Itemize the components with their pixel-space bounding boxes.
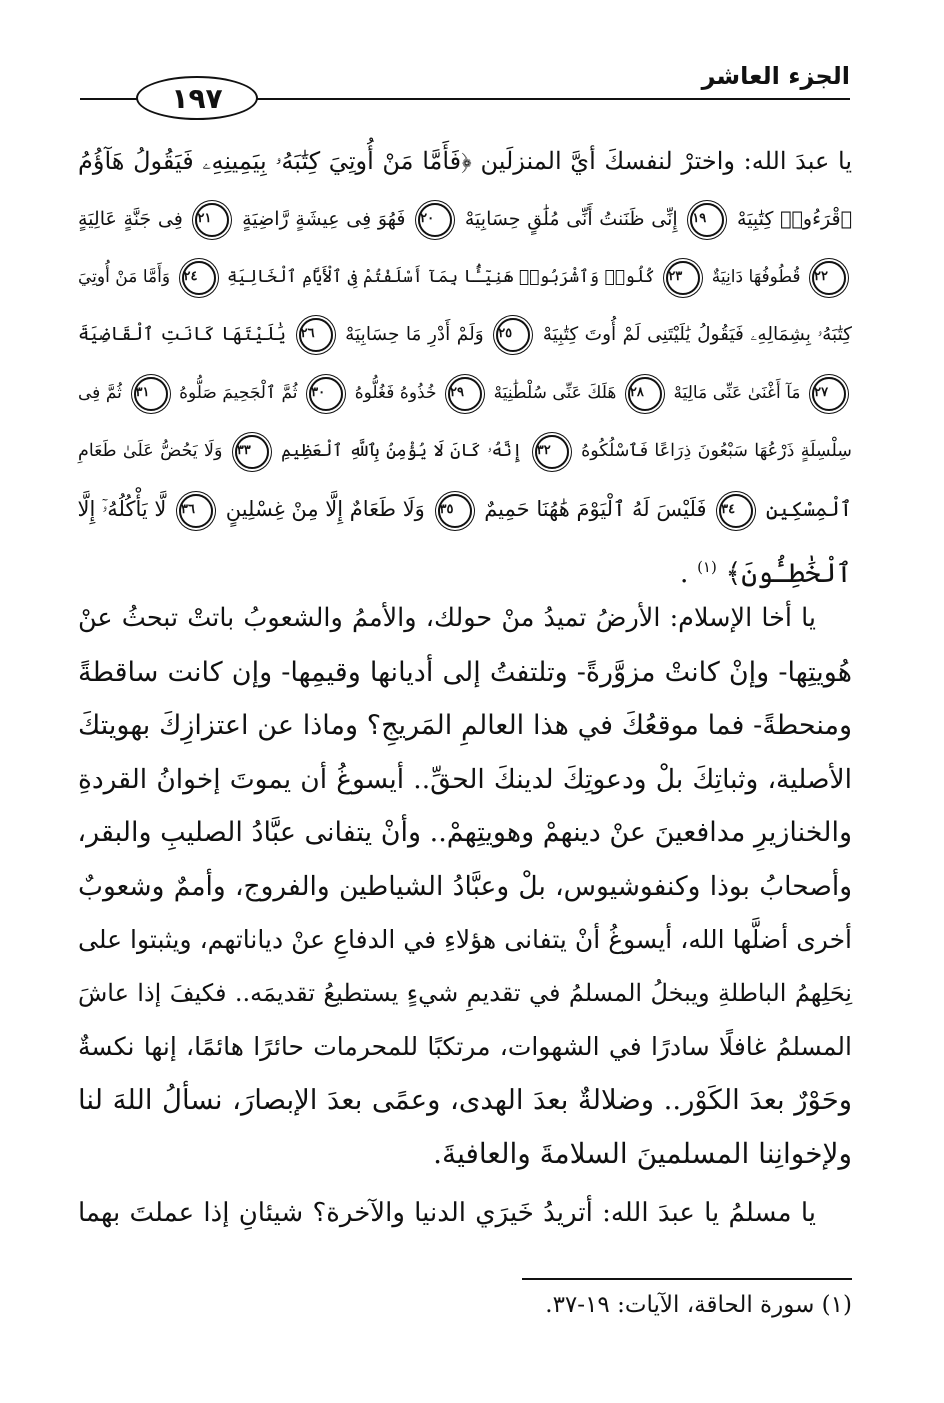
ayah-number-marker: ٢٧	[812, 377, 846, 411]
ayah-number-marker: ٢٠	[418, 203, 452, 237]
footnote: (١) سورة الحاقة، الآيات: ١٩-٣٧.	[545, 1292, 852, 1318]
quran-text: ثُمَّ ٱلْجَحِيمَ صَلُّوهُ	[179, 383, 298, 403]
quran-text: وَلَمْ أَدْرِ مَا حِسَابِيَهْ	[345, 324, 484, 345]
prose-line: ولإخوانِنا المسلمينَ السلامةَ والعافيةَ.	[433, 1137, 852, 1170]
prose-line: أخرى أضلَّها الله، أيسوغُ أنْ يتفانى هؤلاءِ في الدفاعِ عنْ دياناتهم، ويثبتوا على	[78, 925, 852, 954]
quran-text: إِنِّى ظَنَنتُ أَنِّى مُلَٰقٍ حِسَابِيَهْ	[464, 208, 678, 230]
quran-text: ٱقْرَءُوا۟ كِتَٰبِيَهْ	[737, 208, 853, 230]
quran-line	[78, 306, 852, 364]
prose-line: ومنحطةً- فما موقعُكَ في هذا العالمِ المَريجِ؟ وماذا عن اعتزازِكَ بهويتكَ	[78, 710, 852, 741]
ayah-number-marker: ٣٣	[235, 435, 269, 469]
ayah-number-marker: ٢٨	[628, 377, 662, 411]
quran-passage	[78, 132, 852, 596]
quran-text: يَٰلَيْتَهَا كَانَتِ ٱلْقَاضِيَةَ	[78, 324, 287, 345]
quran-text: إِنَّهُۥ كَانَ لَا يُؤْمِنُ بِٱللَّهِ ٱلْعَظِيمِ	[281, 441, 523, 461]
ayah-number-marker: ٢٣	[666, 261, 700, 295]
quran-line	[78, 480, 852, 538]
prose-body	[78, 592, 852, 1240]
ayah-number-marker: ٣٠	[309, 377, 343, 411]
prose-line: وأصحابُ بوذا وكنفوشيوس، بلْ وعبَّادُ الشياطين والفروج، وأممٌ وشعوبٌ	[78, 870, 852, 902]
page-number: ١٩٧	[136, 76, 258, 120]
ayah-number-marker: ٣٦	[179, 494, 213, 528]
quran-text: لَّا يَأْكُلُهُۥٓ إِلَّا	[77, 497, 167, 521]
ayah-number-marker: ٢٦	[299, 318, 333, 352]
ayah-number-marker: ٢٤	[182, 261, 216, 295]
quran-text: ثُمَّ فِى	[78, 383, 122, 403]
quran-text: وَلَا طَعَامٌ إِلَّا مِنْ غِسْلِينٍ	[225, 497, 425, 521]
quran-text: .	[679, 558, 689, 589]
quran-text: سِلْسِلَةٍ ذَرْعُهَا سَبْعُونَ ذِرَاعًا فَٱسْلُكُوهُ	[581, 441, 852, 461]
quran-text: مَآ أَغْنَىٰ عَنِّى مَالِيَهْ	[673, 383, 801, 403]
quran-text: يا عبدَ الله: واخترْ لنفسكَ أيَّ المنزلَين ﴿فَأَمَّا مَنْ أُوتِيَ كِتَٰبَهُۥ بِيَمِينِهِۦ فَيَقُولُ هَآؤُمُ	[78, 147, 852, 175]
quran-line	[78, 538, 852, 596]
prose-line: نِحَلِهمُ الباطلةِ ويبخلُ المسلمُ في تقديمِ شيءٍ يستطيعُ تقديمَه.. فكيفَ إذا عاشَ	[78, 978, 852, 1007]
juz-title: الجزء العاشر	[701, 62, 850, 90]
prose-line: الأصلية، وثباتِكَ بلْ ودعوتِكَ لدينكَ الحقِّ.. أيسوغُ أن يموتَ إخوانُ القردةِ	[78, 763, 852, 795]
quran-line	[78, 248, 852, 306]
quran-text: فَلَيْسَ لَهُ ٱلْيَوْمَ هَٰهُنَا حَمِيمٌ	[484, 497, 707, 521]
quran-line	[78, 190, 852, 248]
quran-text: كِتَٰبَهُۥ بِشِمَالِهِۦ فَيَقُولُ يَٰلَيْتَنِى لَمْ أُوتَ كِتَٰبِيَهْ	[542, 324, 852, 345]
quran-text: ٱلْمِسْكِينِ	[765, 497, 852, 521]
ayah-number-marker: ٢٥	[496, 318, 530, 352]
ayah-number-marker: ٣٥	[438, 494, 472, 528]
prose-line: والخنازيرِ مدافعينَ عنْ دينهمْ وهويتِهمْ.. وأنْ يتفانى عبَّادُ الصليبِ والبقر،	[77, 817, 852, 848]
prose-line: يا أخا الإسلام: الأرضُ تميدُ منْ حولك، والأممُ والشعوبُ باتتْ تبحثُ عنْ	[78, 603, 816, 633]
prose-line: المسلمُ غافلًا سادرًا في الشهوات، مرتكبًا للمحرمات حائرًا هائمًا، إنها نكسةٌ	[78, 1032, 852, 1061]
ayah-number-marker: ١٩	[690, 203, 724, 237]
prose-line: وحَوْرٌ بعدَ الكَوْر.. وضلالةٌ بعدَ الهدى، وعمًى بعدَ الإبصارَ، نسألُ اللهَ لنا	[78, 1083, 852, 1116]
quran-text: فَهُوَ فِى عِيشَةٍ رَّاضِيَةٍ	[242, 208, 406, 230]
quran-text: ٱلْخَٰطِـُٔونَ﴾	[725, 558, 852, 589]
quran-text: خُذُوهُ فَغُلُّوهُ	[354, 383, 437, 403]
ayah-number-marker: ٣٢	[535, 435, 569, 469]
quran-line	[78, 132, 852, 190]
prose-line: هُويتِها- وإنْ كانتْ مزوَّرةً- وتلتفتُ إلى أديانها وقيمِها- وإن كانت ساقطةً	[78, 656, 852, 688]
quran-text: هَلَكَ عَنِّى سُلْطَٰنِيَهْ	[493, 383, 617, 403]
ayah-number-marker: ٢١	[195, 203, 229, 237]
prose-line: يا مسلمُ يا عبدَ الله: أتريدُ خَيرَي الدنيا والآخرة؟ شيئانِ إذا عملتَ بهما	[78, 1197, 816, 1228]
ayah-number-marker: ٢٢	[812, 261, 846, 295]
footnote-rule	[522, 1278, 852, 1280]
ayah-number-marker: ٢٩	[448, 377, 482, 411]
quran-text: وَأَمَّا مَنْ أُوتِيَ	[78, 267, 171, 287]
quran-text: قُطُوفُهَا دَانِيَةٌ	[711, 267, 801, 287]
ayah-number-marker: ٣٤	[719, 494, 753, 528]
quran-line	[78, 364, 852, 422]
page-header	[80, 58, 850, 118]
quran-line	[78, 422, 852, 480]
quran-text: فِى جَنَّةٍ عَالِيَةٍ	[78, 208, 183, 230]
footnote-reference: (١)	[697, 558, 717, 576]
quran-text: وَلَا يَحُضُّ عَلَىٰ طَعَامِ	[78, 441, 223, 461]
quran-text: كُلُوا۟ وَٱشْرَبُوا۟ هَنِيٓـًٔۢا بِمَآ أَسْلَفْتُمْ فِى ٱلْأَيَّامِ ٱلْخَالِيَةِ	[227, 267, 655, 287]
ayah-number-marker: ٣١	[134, 377, 168, 411]
